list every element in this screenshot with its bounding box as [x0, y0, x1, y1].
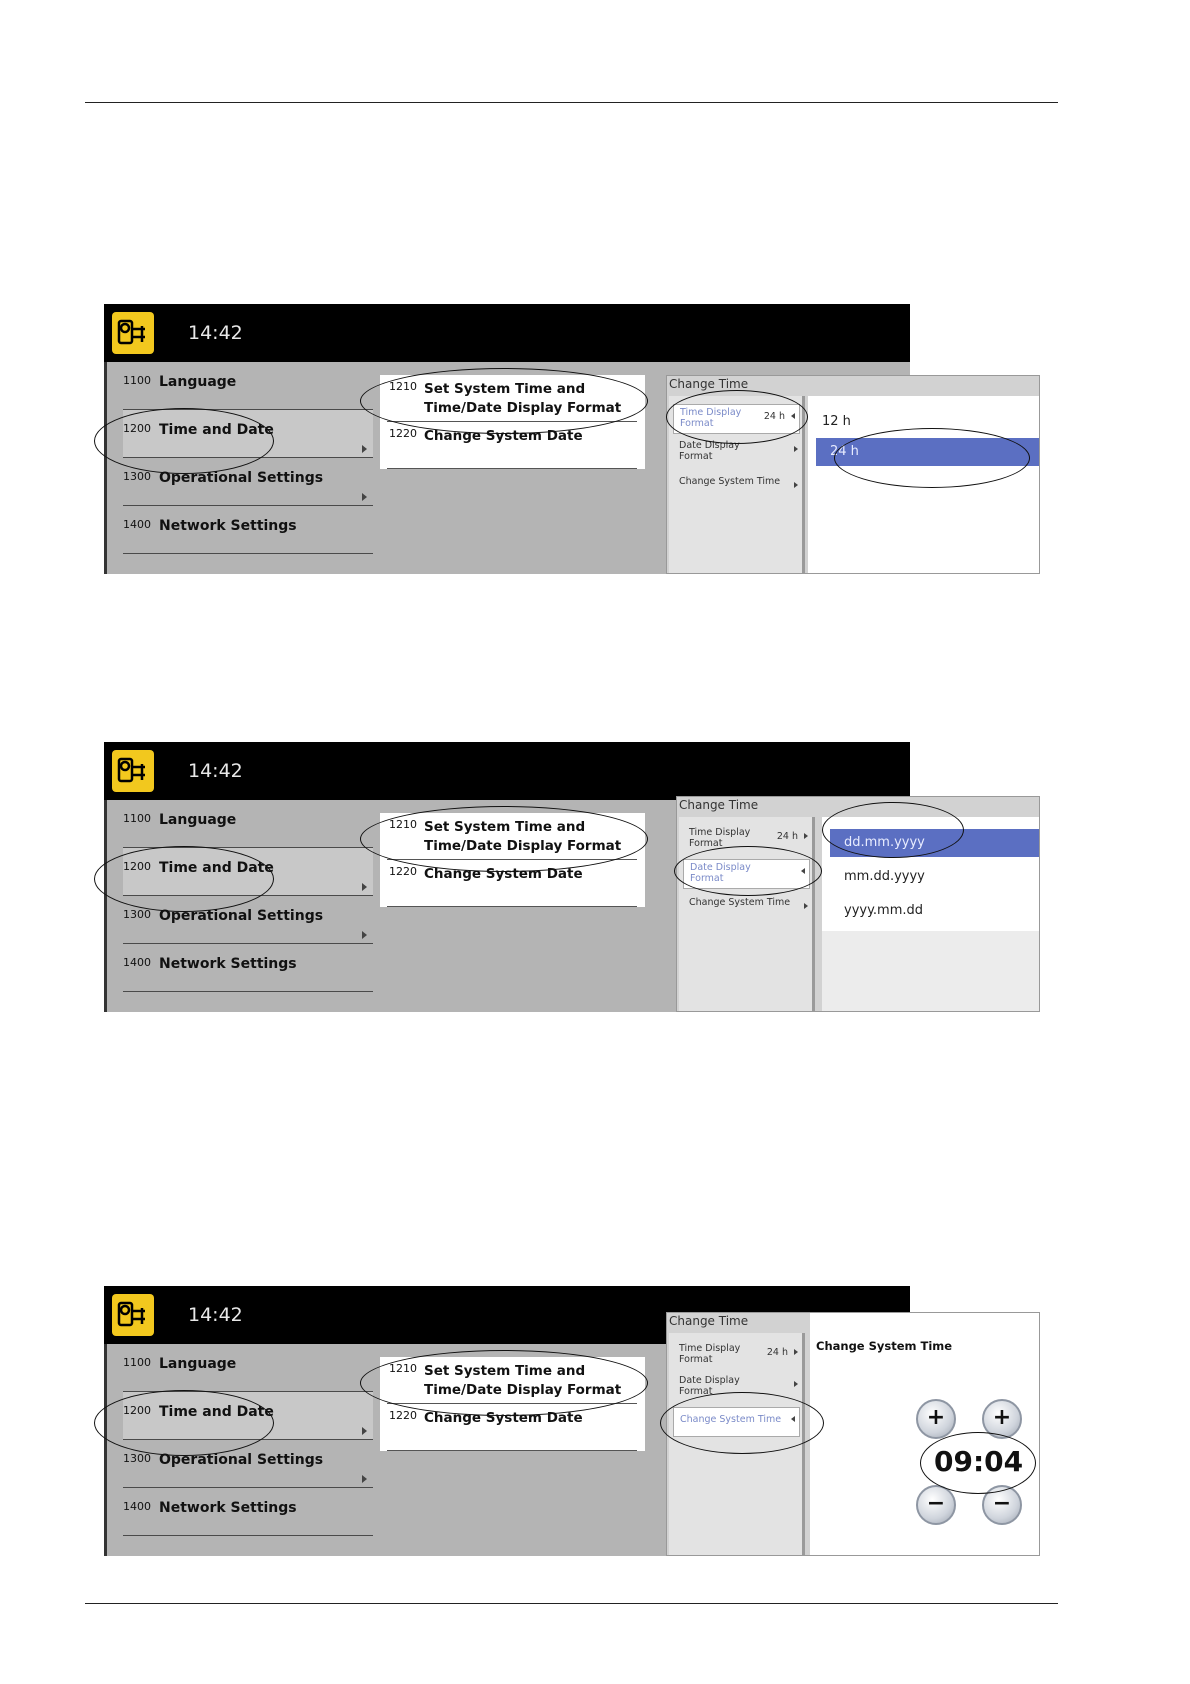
clock: 14:42 — [188, 1304, 243, 1326]
panel-title: Change System Time — [816, 1339, 953, 1353]
title-bar — [104, 304, 910, 362]
highlight-ellipse — [360, 1350, 648, 1416]
screenshot-time-format — [104, 304, 1040, 574]
submenu-item-label: Change System Date — [424, 1410, 583, 1426]
chevron-right-icon — [362, 883, 367, 891]
option-label: Change System Time — [680, 1414, 782, 1425]
option-change-system-time[interactable] — [687, 895, 812, 923]
menu-item-label: Time and Date — [159, 1404, 274, 1420]
menu-item-label: Language — [159, 812, 237, 828]
menu-item-label: Operational Settings — [159, 908, 324, 924]
settings-tool-icon[interactable] — [112, 750, 154, 792]
menu-item-language[interactable] — [123, 800, 373, 848]
option-value: 24 h — [763, 411, 785, 422]
choice-dd-mm-yyyy[interactable]: dd.mm.yyyy — [830, 829, 1039, 857]
chevron-right-icon — [362, 493, 367, 501]
option-change-system-time[interactable] — [677, 474, 802, 502]
menu-item-number: 1200 — [123, 860, 151, 873]
settings-tool-icon[interactable] — [112, 312, 154, 354]
menu-item-number: 1300 — [123, 470, 151, 483]
menu-item-number: 1300 — [123, 1452, 151, 1465]
title-bar — [104, 742, 910, 800]
option-label: Date Display Format — [690, 862, 751, 884]
menu-item-number: 1400 — [123, 956, 151, 969]
minute-plus-button[interactable]: + — [982, 1399, 1022, 1439]
hour-minus-button[interactable]: − — [916, 1485, 956, 1525]
chevron-right-icon — [794, 482, 798, 488]
menu-item-number: 1400 — [123, 1500, 151, 1513]
menu-item-network-settings[interactable] — [123, 1488, 373, 1536]
option-label: Time Display Format — [689, 827, 751, 849]
highlight-ellipse — [94, 408, 274, 474]
highlight-ellipse — [94, 1390, 274, 1456]
menu-item-language[interactable] — [123, 1344, 373, 1392]
option-value: 24 h — [776, 831, 798, 842]
menu-item-number: 1100 — [123, 1356, 151, 1369]
option-time-display-format[interactable] — [677, 1341, 802, 1369]
chevron-right-icon — [804, 833, 808, 839]
menu-item-label: Network Settings — [159, 518, 297, 534]
menu-item-label: Time and Date — [159, 860, 274, 876]
menu-item-label: Language — [159, 374, 237, 390]
submenu-item-label: Change System Date — [424, 428, 583, 444]
clock: 14:42 — [188, 760, 243, 782]
menu-item-network-settings[interactable] — [123, 944, 373, 992]
option-label: Date Display Format — [679, 1375, 740, 1397]
submenu-item-label: Set System Time and Time/Date Display Format — [424, 381, 622, 416]
clock: 14:42 — [188, 322, 243, 344]
menu-item-number: 1400 — [123, 518, 151, 531]
highlight-ellipse — [94, 846, 274, 912]
submenu-item-number: 1220 — [389, 1409, 417, 1422]
highlight-ellipse — [660, 1392, 824, 1454]
highlight-ellipse — [360, 368, 648, 434]
hour-plus-button[interactable]: + — [916, 1399, 956, 1439]
menu-item-number: 1200 — [123, 422, 151, 435]
screenshot-date-format — [104, 742, 1040, 1012]
page-bottom-rule — [85, 1603, 1058, 1604]
chevron-right-icon — [362, 931, 367, 939]
choice-12h[interactable]: 12 h — [822, 414, 851, 429]
option-value: 24 h — [766, 1347, 788, 1358]
highlight-ellipse — [666, 390, 808, 444]
option-label: Time Display Format — [679, 1343, 741, 1365]
chevron-right-icon — [362, 1427, 367, 1435]
change-system-time-panel — [810, 1313, 1039, 1555]
chevron-right-icon — [794, 446, 798, 452]
menu-item-number: 1100 — [123, 812, 151, 825]
menu-item-label: Network Settings — [159, 1500, 297, 1516]
chevron-right-icon — [794, 1349, 798, 1355]
settings-tool-icon[interactable] — [112, 1294, 154, 1336]
choice-mm-dd-yyyy[interactable]: mm.dd.yyyy — [844, 869, 925, 884]
menu-item-number: 1300 — [123, 908, 151, 921]
option-label: Time Display Format — [680, 407, 742, 429]
chevron-right-icon — [804, 903, 808, 909]
option-label: Date Display Format — [679, 440, 740, 462]
submenu-item-number: 1210 — [389, 380, 417, 393]
submenu-item-number: 1210 — [389, 1362, 417, 1375]
page-top-rule — [85, 102, 1058, 103]
option-label: Change System Time — [679, 476, 781, 487]
menu-item-label: Operational Settings — [159, 470, 324, 486]
highlight-ellipse — [920, 1432, 1036, 1494]
menu-item-number: 1100 — [123, 374, 151, 387]
menu-item-language[interactable] — [123, 362, 373, 410]
submenu-item-label: Change System Date — [424, 866, 583, 882]
highlight-ellipse — [360, 806, 648, 872]
list-empty-area — [822, 931, 1039, 1011]
submenu-item-number: 1220 — [389, 865, 417, 878]
chevron-right-icon — [794, 1381, 798, 1387]
popup-title: Change Time — [669, 377, 749, 391]
highlight-ellipse — [674, 846, 822, 896]
menu-item-number: 1200 — [123, 1404, 151, 1417]
option-label: Change System Time — [689, 897, 791, 908]
menu-item-label: Operational Settings — [159, 1452, 324, 1468]
popup-title: Change Time — [669, 1314, 749, 1328]
popup-title: Change Time — [679, 798, 759, 812]
minute-minus-button[interactable]: − — [982, 1485, 1022, 1525]
submenu-item-number: 1220 — [389, 427, 417, 440]
menu-item-label: Network Settings — [159, 956, 297, 972]
choice-24h[interactable]: 24 h — [816, 438, 1039, 466]
chevron-right-icon — [362, 1475, 367, 1483]
submenu-item-label: Set System Time and Time/Date Display Format — [424, 1363, 622, 1398]
system-time-value: 09:04 — [934, 1445, 1024, 1478]
submenu-item-label: Set System Time and Time/Date Display Format — [424, 819, 622, 854]
chevron-right-icon — [362, 445, 367, 453]
menu-item-network-settings[interactable] — [123, 506, 373, 554]
submenu-item-number: 1210 — [389, 818, 417, 831]
menu-item-label: Language — [159, 1356, 237, 1372]
highlight-ellipse — [834, 428, 1030, 488]
menu-item-label: Time and Date — [159, 422, 274, 438]
choice-yyyy-mm-dd[interactable]: yyyy.mm.dd — [844, 903, 924, 918]
screenshot-change-system-time — [104, 1286, 1040, 1556]
highlight-ellipse — [822, 802, 964, 858]
